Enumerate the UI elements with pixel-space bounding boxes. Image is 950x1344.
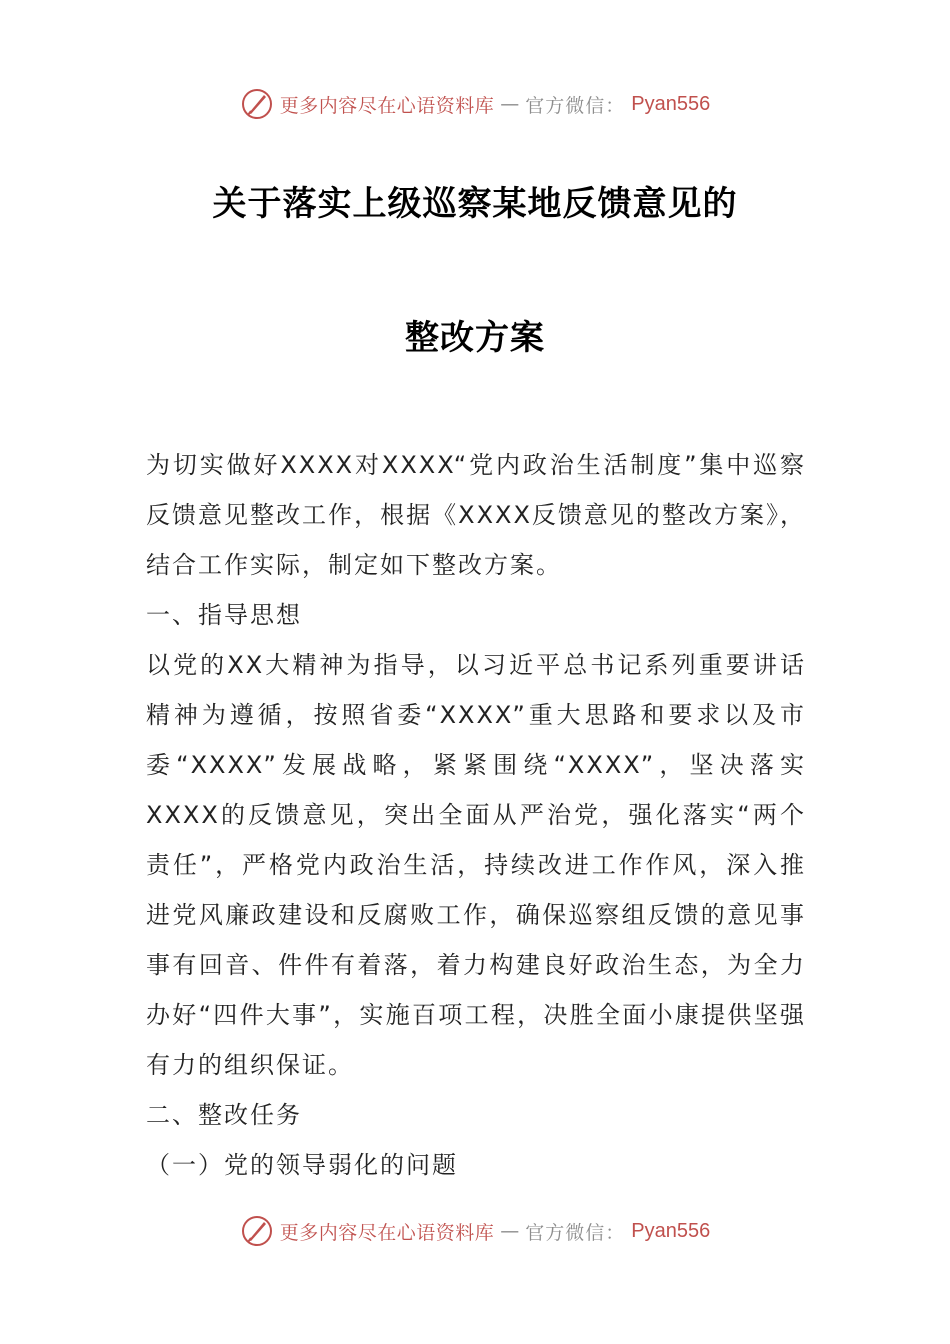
document-title-line-2: 整改方案 — [405, 318, 545, 358]
section-heading-guiding-thought: 一、指导思想 — [146, 601, 302, 629]
watermark-site-text: 更多内容尽在心语资料库 — [279, 94, 495, 117]
watermark-site-text: 更多内容尽在心语资料库 — [279, 1221, 495, 1244]
watermark-official-label: 官方微信： — [525, 94, 626, 117]
watermark-footer — [0, 1211, 950, 1251]
watermark-official-label: 官方微信： — [525, 1221, 626, 1244]
intro-paragraph: 为切实做好XXXX对XXXX“党内政治生活制度”集中巡察反馈意见整改工作，根据《XXXX反馈意见的整改方案》，结合工作实际，制定如下整改方案。 — [146, 451, 806, 579]
section-heading-tasks: 二、整改任务 — [146, 1101, 302, 1129]
guiding-thought-paragraph: 以党的XX大精神为指导，以习近平总书记系列重要讲话精神为遵循，按照省委“XXXX”重大思路和要求以及市委“XXXX”发展战略，紧紧围绕“XXXX”，坚决落实XXXX的反馈意见，突出全面从严治党，强化落实“两个责任”，严格党内政治生活，持续改进工作作风，深入推进党风廉政建设和反腐败工作，确保巡察组反馈的意见事事有回音、件件有着落，着力构建良好政治生态，为全力办好“四件大事”，实施百项工程，决胜全面小康提供坚强有力的组织保证。 — [146, 651, 806, 1079]
quill-pen-logo-icon — [240, 87, 274, 121]
document-title-line-1: 关于落实上级巡察某地反馈意见的 — [212, 184, 738, 224]
watermark-separator: — — [500, 1220, 520, 1242]
watermark-separator: — — [500, 93, 520, 115]
watermark-wechat-id: Pyan556 — [631, 92, 711, 115]
document-body — [146, 440, 806, 1190]
quill-pen-logo-icon — [240, 1214, 274, 1248]
subsection-heading-leadership: （一）党的领导弱化的问题 — [146, 1151, 458, 1179]
watermark-header — [0, 84, 950, 124]
watermark-wechat-id: Pyan556 — [631, 1219, 711, 1242]
